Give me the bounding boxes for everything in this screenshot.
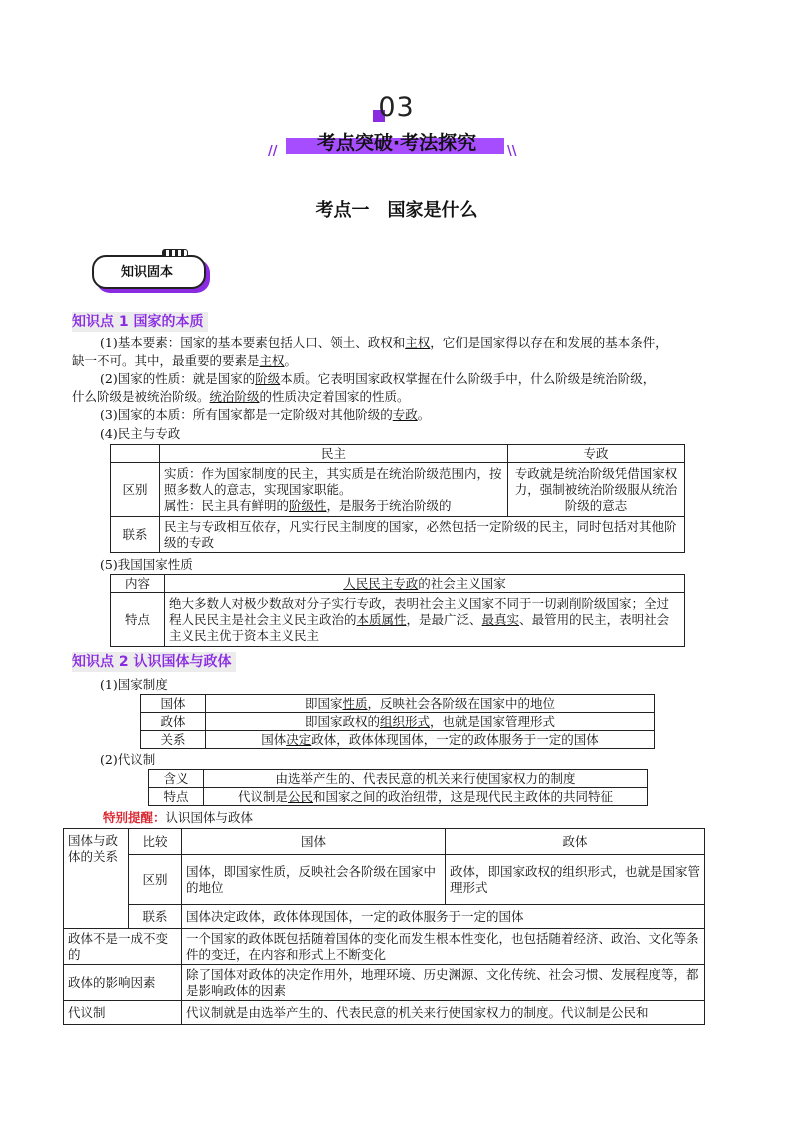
kp1-p2: (2)国家的性质：就是国家的阶级本质。它表明国家政权掌握在什么阶级手中，什么阶级是统治阶级， [100, 371, 656, 386]
state-form-cell: 即国家性质，反映社会各阶级在国家中的地位 [206, 695, 655, 713]
section-title: 考点突破·考法探究 [316, 132, 477, 154]
kp1-title: 知识点 1 国家的本质 [72, 312, 208, 332]
factors-text: 除了国体对政体的决定作用外，地理环境、历史渊源、文化传统、社会习惯、发展程度等，都是影响政体的因素 [182, 965, 705, 1001]
feature-cell: 绝大多数人对极少数敌对分子实行专政，表明社会主义国家不同于一切剥削阶级国家；全过程人民民主是社会主义民主政治的本质属性，是最广泛、最真实、最管用的民主，表明社会主义民主优于资本主义民主 [165, 593, 685, 647]
diff-zhengti: 政体，即国家政权的组织形式，也就是国家管理形式 [446, 855, 705, 905]
row-diff-label: 区别 [111, 463, 160, 517]
kp2-q2: (2)代议制 [100, 752, 156, 767]
feature-label: 特点 [111, 593, 165, 647]
header-democracy: 民主 [160, 445, 508, 463]
trait-label: 特点 [149, 788, 204, 806]
factors-label: 政体的影响因素 [64, 965, 182, 1001]
kp2-q1: (1)国家制度 [100, 677, 168, 692]
link-label: 联系 [129, 905, 182, 929]
slash-right-decoration: \\ [507, 144, 517, 159]
compare-header: 比较 [129, 829, 182, 855]
row-link-label: 联系 [111, 517, 160, 553]
meaning-cell: 由选举产生的、代表民意的机关来行使国家权力的制度 [204, 770, 648, 788]
badge-binder-icon [162, 249, 188, 257]
kp1-p1: (1)基本要素：国家的基本要素包括人口、领土、政权和主权，它们是国家得以存在和发展的基本条件， [100, 335, 668, 350]
content-cell: 人民民主专政的社会主义国家 [165, 575, 685, 593]
kp1-p5: (5)我国国家性质 [100, 557, 193, 572]
guoti-header: 国体 [182, 829, 446, 855]
meaning-label: 含义 [149, 770, 204, 788]
national-nature-table [110, 574, 685, 647]
gov-form-cell: 即国家政权的组织形式，也就是国家管理形式 [206, 713, 655, 731]
rep-label: 代议制 [64, 1001, 182, 1025]
relation-group-label: 国体与政体的关系 [64, 829, 129, 929]
democracy-cell: 实质：作为国家制度的民主，其实质是在统治阶级范围内，按照多数人的意志，实现国家职能。 属性：民主具有鲜明的阶级性，是服务于统治阶级的 [160, 463, 508, 517]
header-dictatorship: 专政 [508, 445, 685, 463]
democracy-dictatorship-table [110, 444, 685, 553]
comparison-table [63, 828, 705, 1025]
relation-label: 关系 [141, 731, 206, 749]
kp1-p2-cont: 什么阶级是被统治阶级。统治阶级的性质决定着国家的性质。 [72, 389, 410, 404]
section-number: 03 [378, 92, 415, 123]
kp1-p4: (4)民主与专政 [100, 426, 181, 441]
link-text: 国体决定政体，政体体现国体，一定的政体服务于一定的国体 [182, 905, 705, 929]
zhengti-header: 政体 [446, 829, 705, 855]
diff-label: 区别 [129, 855, 182, 905]
state-form-label: 国体 [141, 695, 206, 713]
content-label: 内容 [111, 575, 165, 593]
badge-label: 知识固本 [120, 265, 173, 280]
special-reminder: 特别提醒：认识国体与政体 [103, 810, 254, 825]
gov-form-label: 政体 [141, 713, 206, 731]
diff-guoti: 国体，即国家性质，反映社会各阶级在国家中的地位 [182, 855, 446, 905]
kp2-title: 知识点 2 认识国体与政体 [72, 652, 236, 672]
dictatorship-cell: 专政就是统治阶级凭借国家权力，强制被统治阶级服从统治阶级的意志 [508, 463, 685, 517]
change-label: 政体不是一成不变的 [64, 929, 182, 965]
change-text: 一个国家的政体既包括随着国体的变化而发生根本性变化，也包括随着经济、政治、文化等条件的变迁，在内容和形式上不断变化 [182, 929, 705, 965]
representative-table [148, 769, 648, 806]
topic-heading: 考点一 国家是什么 [315, 200, 478, 221]
state-system-table [140, 694, 655, 749]
kp1-p1-cont: 缺一不可。其中，最重要的要素是主权。 [72, 353, 298, 368]
rep-text: 代议制就是由选举产生的、代表民意的机关来行使国家权力的制度。代议制是公民和 [182, 1001, 705, 1025]
slash-left-decoration: // [268, 144, 278, 159]
link-cell: 民主与专政相互依存，凡实行民主制度的国家，必然包括一定阶级的民主，同时包括对其他阶级的专政 [160, 517, 685, 553]
kp1-p3: (3)国家的本质：所有国家都是一定阶级对其他阶级的专政。 [100, 407, 431, 422]
trait-cell: 代议制是公民和国家之间的政治纽带，这是现代民主政体的共同特征 [204, 788, 648, 806]
relation-cell: 国体决定政体，政体体现国体，一定的政体服务于一定的国体 [206, 731, 655, 749]
